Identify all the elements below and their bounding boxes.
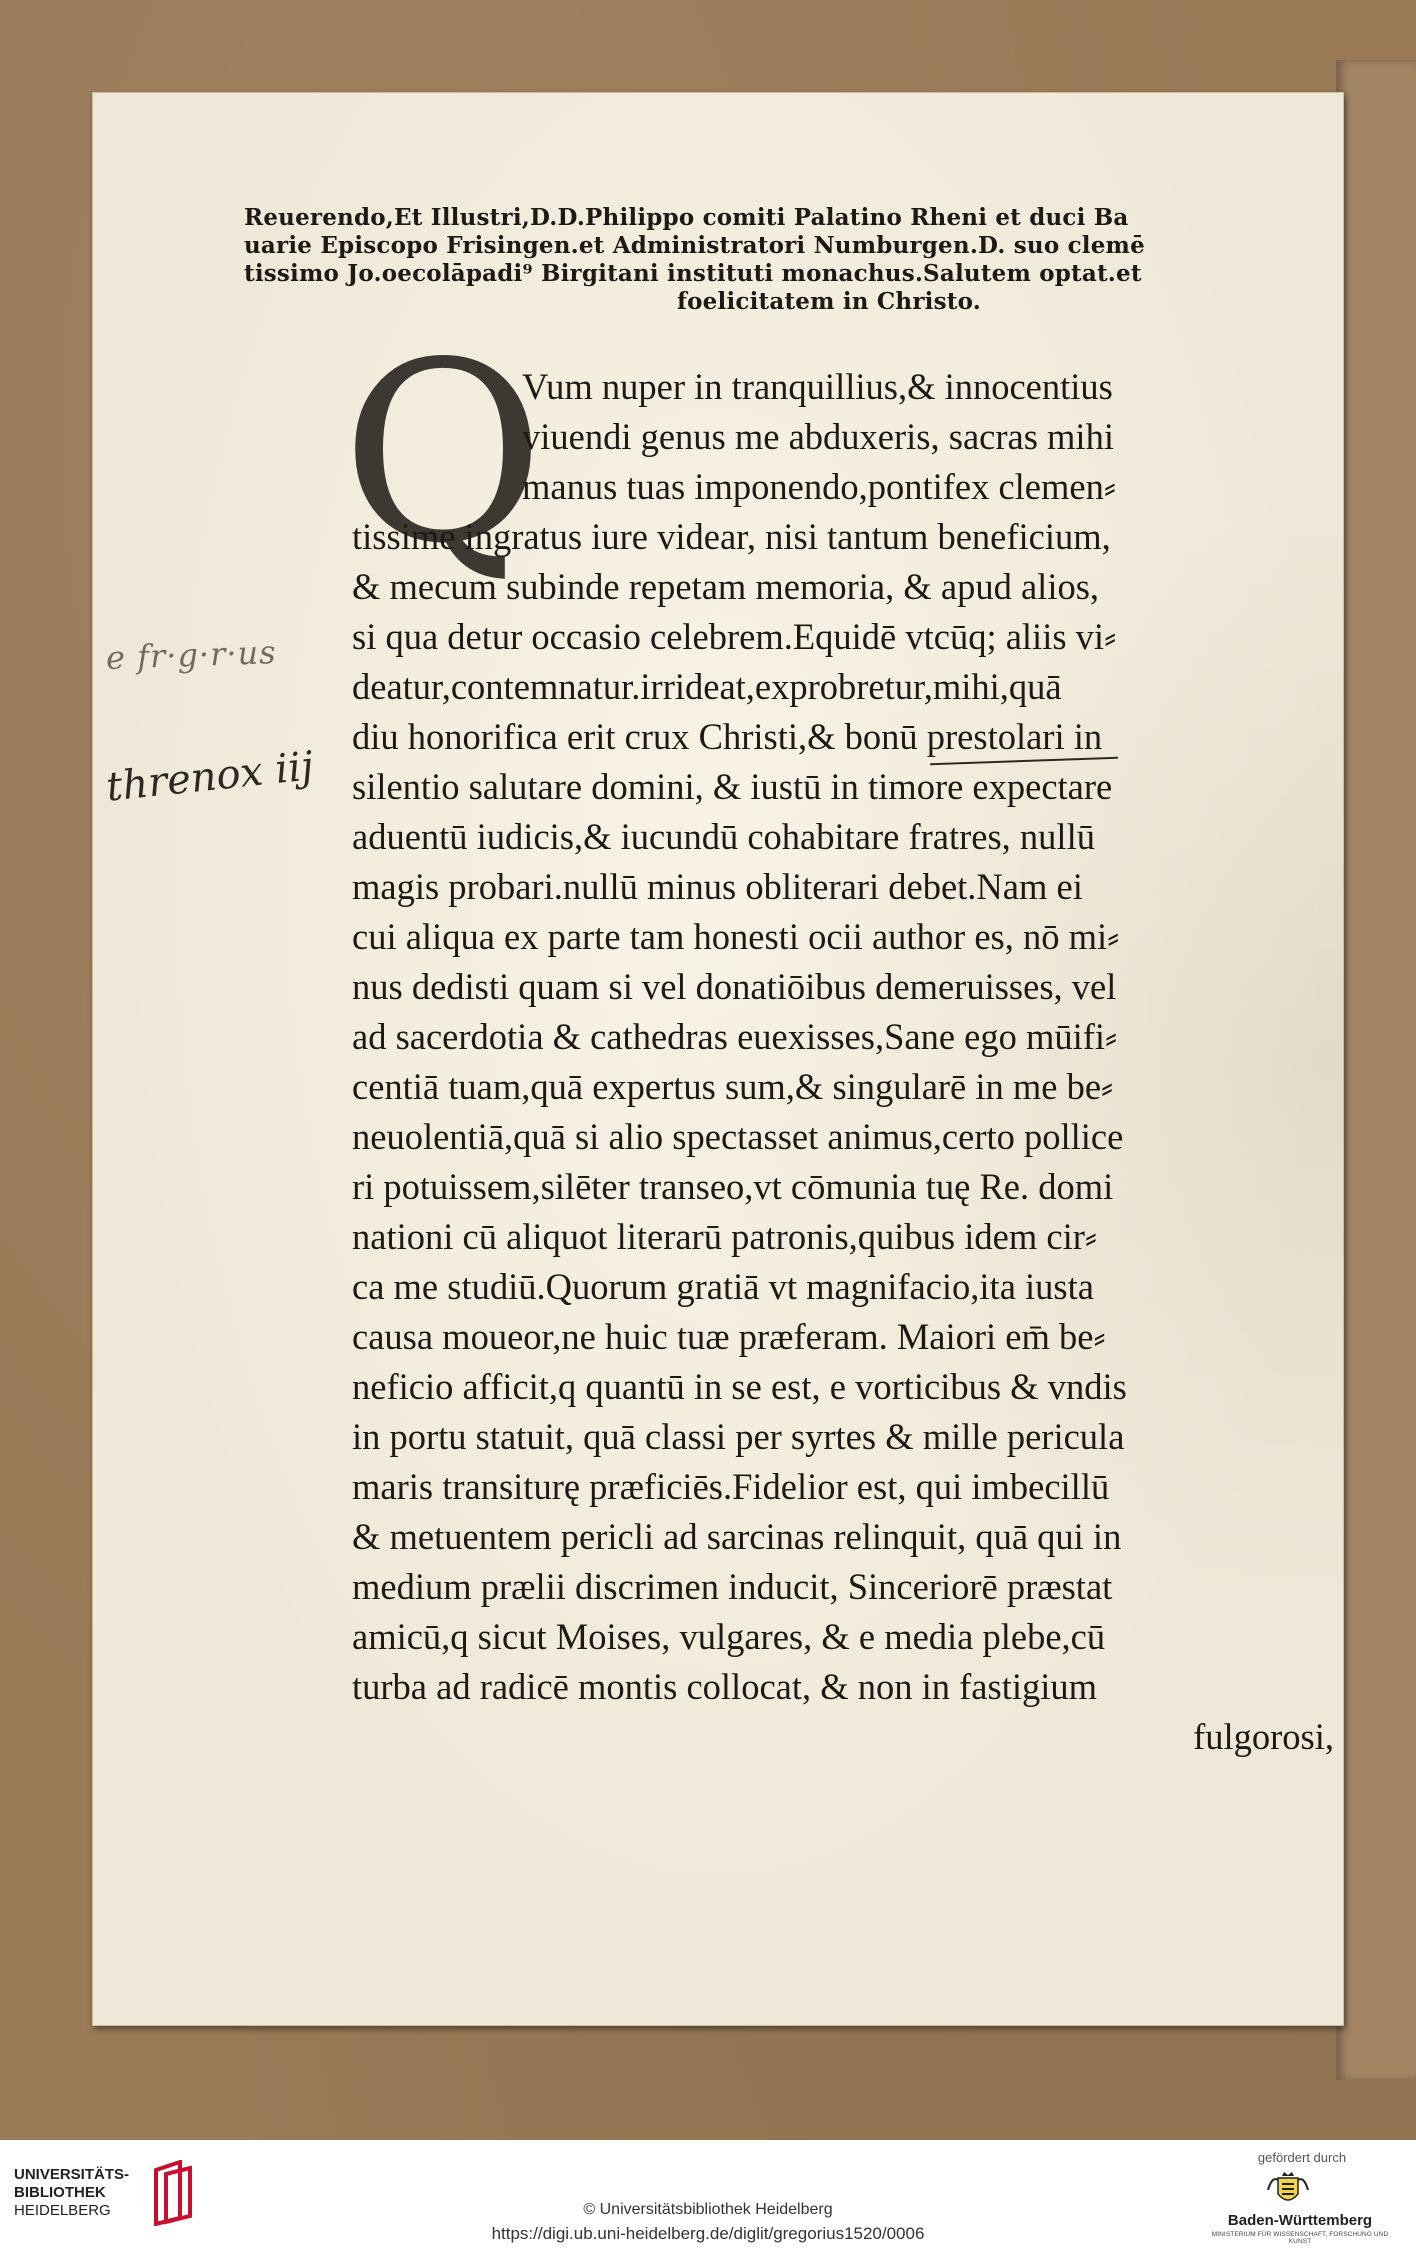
text-line: & metuentem pericli ad sarcinas relinquit, quā qui in [352,1516,1122,1557]
body-text [352,362,1342,1762]
sponsor-label: gefördert durch [1257,2150,1347,2165]
library-name-line: UNIVERSITÄTS- [14,2166,130,2183]
heading-line: tissimo Jo.oecolāpadi⁹ Birgitani instituti monachus.Salutem optat.et [244,260,1142,287]
text-line: in portu statuit, quā classi per syrtes & mille pericula [352,1416,1125,1457]
text-line: causa moueor,ne huic tuæ præferam. Maiori em̄ be⸗ [352,1316,1106,1357]
text-line: centiā tuam,quā expertus sum,& singularē in me be⸗ [352,1066,1114,1107]
text-line: Vum nuper in tranquillius,& innocentius [522,366,1113,407]
heading-line: uarie Episcopo Frisingen.et Administratori Numburgen.D. suo clemē [244,232,1145,259]
copyright-notice: © Universitätsbibliothek Heidelberg [583,2201,833,2218]
decorated-initial: Q [341,310,545,598]
text-line: deatur,contemnatur.irrideat,exprobretur,mihi,quā [352,666,1062,707]
text-line: viuendi genus me abduxeris, sacras mihi [522,416,1114,457]
text-line: ad sacerdotia & cathedras euexisses,Sane ego mūifi⸗ [352,1016,1118,1057]
library-name-line: HEIDELBERG [14,2202,111,2219]
text-line: maris transiturę præficiēs.Fidelior est, qui imbecillū [352,1466,1110,1507]
text-line: silentio salutare domini, & iustū in timore expectare [352,766,1113,807]
text-line: si qua detur occasio celebrem.Equidē vtcūq; aliis vi⸗ [352,616,1117,657]
dedication-heading [244,204,1334,316]
library-name-line: BIBLIOTHEK [14,2184,106,2201]
heading-line: Reuerendo,Et Illustri,D.D.Philippo comiti Palatino Rheni et duci Ba [244,204,1129,231]
text-line: ca me studiū.Quorum gratiā vt magnifacio,ita iusta [352,1266,1094,1307]
text-line: aduentū iudicis,& iucundū cohabitare fratres, nullū [352,816,1095,857]
text-line: ri potuissem,silēter transeo,vt cōmunia tuę Re. domi [352,1166,1114,1207]
margin-note-handwritten: threnox iij [104,743,316,811]
text-line: neficio afficit,q quantū in se est, e vorticibus & vndis [352,1366,1127,1407]
heading-line: foelicitatem in Christo. [677,288,981,315]
permalink-url[interactable]: https://digi.ub.uni-heidelberg.de/diglit/gregorius1520/0006 [491,2224,925,2243]
text-line: neuolentiā,quā si alio spectasset animus,certo pollice [352,1116,1124,1157]
text-line: cui aliqua ex parte tam honesti ocii author es, nō mi⸗ [352,916,1120,957]
text-line: amicū,q sicut Moises, vulgares, & e media plebe,cū [352,1616,1106,1657]
text-line: diu honorifica erit crux Christi,& bonū prestolari in [352,716,1103,757]
text-line: medium prælii discrimen inducit, Sinceriorē præstat [352,1566,1113,1607]
margin-note-handwritten: e fr·g·r·us [105,633,278,677]
text-line: turba ad radicē montis collocat, & non in fastigium [352,1666,1098,1707]
state-name: Baden-Württemberg [1227,2212,1373,2229]
ministry-name: MINISTERIUM FÜR WISSENSCHAFT, FORSCHUNG UND KUNST [1211,2231,1389,2245]
text-line: nus dedisti quam si vel donatiōibus demeruisses, vel [352,966,1117,1007]
catchword: fulgorosi, [1193,1716,1334,1757]
text-line: magis probari.nullū minus obliterari debet.Nam ei [352,866,1083,907]
text-line: nationi cū aliquot literarū patronis,quibus idem cir⸗ [352,1216,1098,1257]
text-line: manus tuas imponendo,pontifex clemen⸗ [522,466,1116,507]
state-crest-icon[interactable] [1264,2170,1312,2210]
binding-board [1336,60,1416,2080]
text-line: tissime ingratus iure videar, nisi tantum beneficium, [352,516,1111,557]
text-line: & mecum subinde repetam memoria, & apud alios, [352,566,1100,607]
